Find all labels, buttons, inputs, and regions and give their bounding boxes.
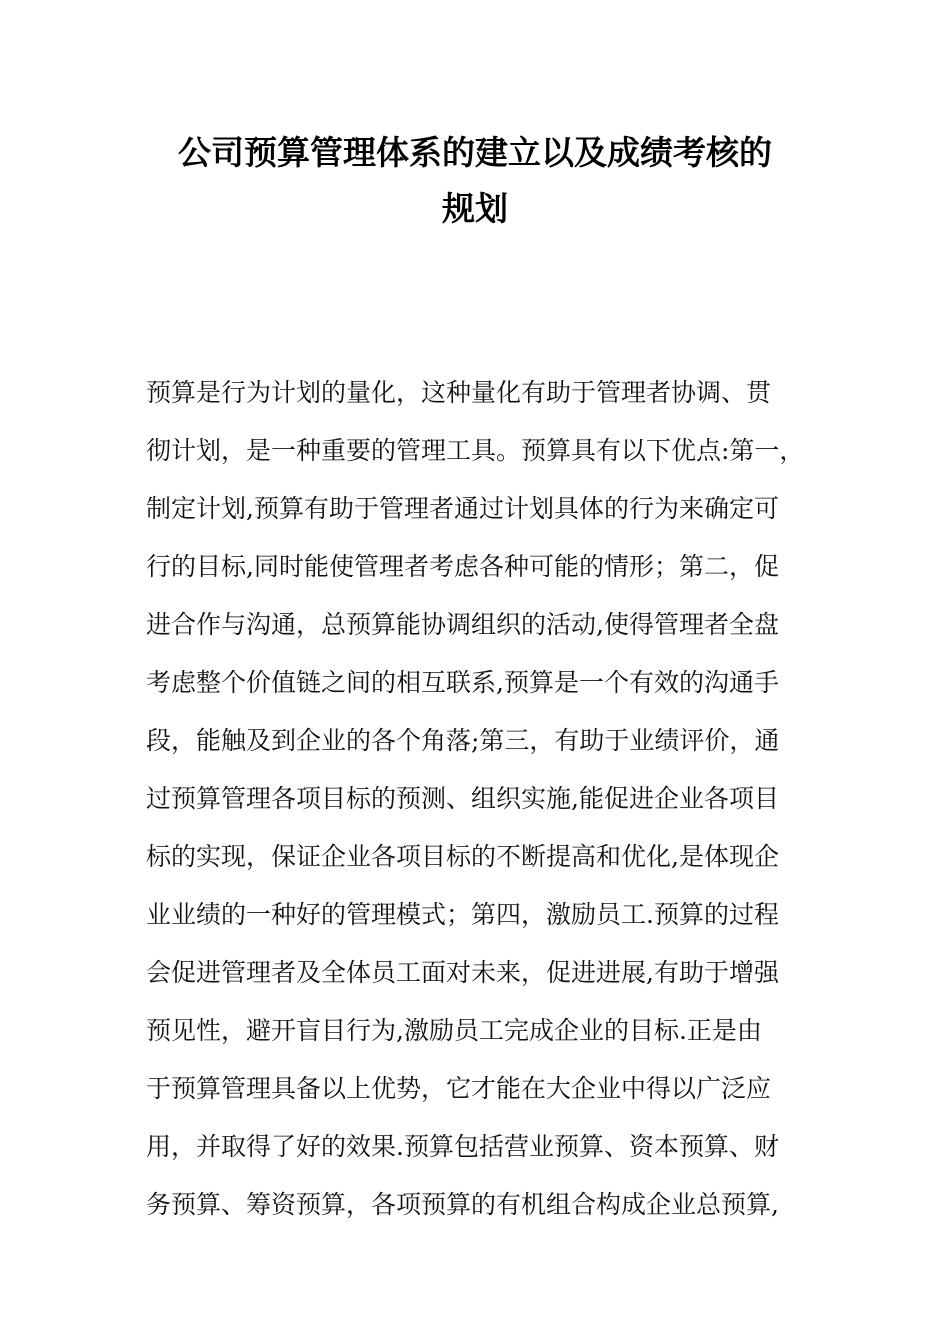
body-line: 务预算、筹资预算，各项预算的有机组合构成企业总预算, [146,1190,779,1219]
body-line: 制定计划,预算有助于管理者通过计划具体的行为来确定可 [146,494,779,523]
body-line: 用，并取得了好的效果.预算包括营业预算、资本预算、财 [146,1132,779,1161]
body-line: 段，能触及到企业的各个角落;第三，有助于业绩评价，通 [146,726,780,755]
document-title-line-1: 公司预算管理体系的建立以及成绩考核的 [178,133,772,172]
document-title-line-2: 规划 [442,189,508,228]
body-line: 业业绩的一种好的管理模式；第四，激励员工.预算的过程 [146,900,779,929]
body-line: 行的目标,同时能使管理者考虑各种可能的情形；第二，促 [146,552,779,581]
body-line: 会促进管理者及全体员工面对未来，促进进展,有助于增强 [146,958,779,987]
body-line: 标的实现，保证企业各项目标的不断提高和优化,是体现企 [146,842,779,871]
body-line: 进合作与沟通，总预算能协调组织的活动,使得管理者全盘 [146,610,779,639]
body-line: 预见性，避开盲目行为,激励员工完成企业的目标.正是由 [146,1016,762,1045]
body-line: 于预算管理具备以上优势，它才能在大企业中得以广泛应 [146,1074,772,1103]
body-line: 彻计划，是一种重要的管理工具。预算具有以下优点:第一， [146,436,805,465]
body-line: 过预算管理各项目标的预测、组织实施,能促进企业各项目 [146,784,779,813]
body-line: 考虑整个价值链之间的相互联系,预算是一个有效的沟通手 [146,668,779,697]
body-line: 预算是行为计划的量化，这种量化有助于管理者协调、贯 [146,378,772,407]
